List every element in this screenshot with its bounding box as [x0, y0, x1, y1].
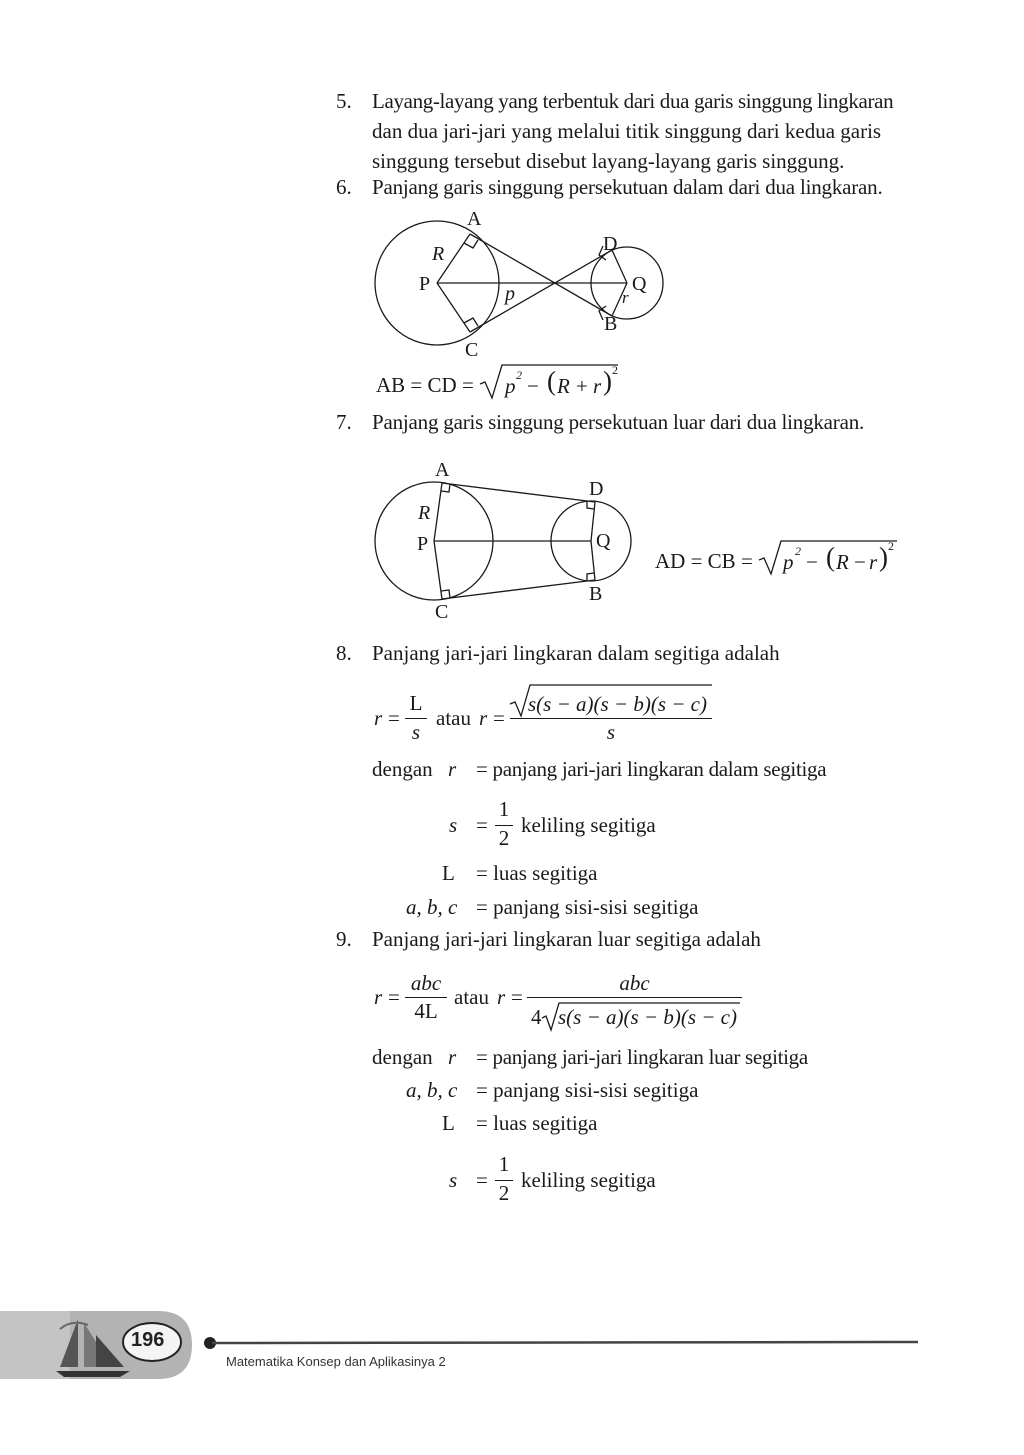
denominator-2: 2 [498, 1181, 510, 1205]
symbol-s: s [449, 1168, 458, 1192]
symbol-L: L [442, 1111, 455, 1135]
definition-L: = luas segitiga [476, 1111, 598, 1135]
symbol-r: r [448, 1045, 457, 1069]
item-5-line-1: Layang-layang yang terbentuk dari dua garis singgung lingkaran [372, 89, 894, 113]
denominator-4L: 4L [414, 999, 438, 1023]
equals-sign: = [476, 1168, 488, 1192]
equals-sign: = [388, 706, 400, 730]
label-Q: Q [632, 273, 647, 295]
fraction-bar [405, 718, 427, 719]
label-R: R [432, 243, 445, 265]
item-number: 5. [336, 89, 352, 113]
paren-open: ( [547, 366, 556, 396]
formula-lhs: AB = CD = [376, 373, 474, 397]
item-number: 9. [336, 927, 352, 951]
numerator-abc: abc [410, 971, 442, 995]
numerator-abc: abc [619, 971, 650, 995]
internal-tangent-diagram [0, 0, 1024, 420]
book-title: Matematika Konsep dan Aplikasinya 2 [226, 1354, 446, 1369]
formula-lhs: AD = CB = [655, 549, 753, 573]
var-r: r [479, 706, 488, 730]
minus-sign: − [806, 550, 818, 574]
word-atau: atau [454, 985, 489, 1009]
exp-2: 2 [795, 544, 801, 558]
item-number: 6. [336, 175, 352, 199]
var-r: r [869, 550, 878, 574]
denominator-heron: s(s − a)(s − b)(s − c) [558, 1005, 737, 1029]
label-D: D [589, 478, 604, 500]
label-C: C [435, 601, 449, 623]
denominator-s: s [411, 720, 421, 744]
label-B: B [589, 583, 603, 605]
definition-s: keliling segitiga [521, 813, 656, 837]
item-number: 8. [336, 641, 352, 665]
definition-r: = panjang jari-jari lingkaran luar segitiga [476, 1045, 808, 1069]
label-R: R [418, 502, 431, 524]
numerator-1: 1 [498, 1152, 510, 1176]
word-dengan: dengan [372, 757, 433, 781]
plus-sign: + [576, 374, 588, 398]
symbol-abc: a, b, c [406, 1078, 458, 1102]
item-9-text: Panjang jari-jari lingkaran luar segitiga adalah [372, 927, 761, 951]
symbol-abc: a, b, c [406, 895, 458, 919]
paren-close: ) [603, 366, 612, 396]
label-P: P [417, 533, 429, 555]
equals-sign: = [493, 706, 505, 730]
page-number: 196 [131, 1329, 165, 1351]
label-r: r [622, 288, 629, 307]
paren-open: ( [826, 542, 835, 572]
numerator-L: L [409, 691, 423, 715]
item-6-text: Panjang garis singgung persekutuan dalam dari dua lingkaran. [372, 175, 883, 199]
definition-abc: = panjang sisi-sisi segitiga [476, 895, 699, 919]
equals-sign: = [476, 813, 488, 837]
var-R: R [557, 374, 570, 398]
item-number: 7. [336, 410, 352, 434]
symbol-r: r [448, 757, 457, 781]
exp-2: 2 [516, 368, 522, 382]
external-tangent-diagram [0, 440, 1024, 630]
denominator-s: s [606, 720, 616, 744]
var-p: p [505, 374, 516, 398]
item-8-text: Panjang jari-jari lingkaran dalam segitiga adalah [372, 641, 780, 665]
numerator-1: 1 [498, 797, 510, 821]
exp-2: 2 [888, 539, 894, 553]
exp-2: 2 [612, 363, 618, 377]
var-r: r [374, 985, 383, 1009]
var-R: R [836, 550, 849, 574]
label-A: A [467, 208, 482, 230]
var-r: r [497, 985, 506, 1009]
label-A: A [435, 459, 450, 481]
label-C: C [465, 339, 479, 361]
definition-r: = panjang jari-jari lingkaran dalam segitiga [476, 757, 827, 781]
denominator-2: 2 [498, 826, 510, 850]
item-5-line-2: dan dua jari-jari yang melalui titik singgung dari kedua garis [372, 119, 882, 143]
minus-sign: − [527, 374, 539, 398]
label-B: B [604, 313, 618, 335]
equals-sign: = [388, 985, 400, 1009]
definition-s: keliling segitiga [521, 1168, 656, 1192]
numerator-heron: s(s − a)(s − b)(s − c) [528, 692, 707, 716]
minus-sign: − [854, 550, 866, 574]
word-atau: atau [436, 706, 471, 730]
var-r: r [593, 374, 602, 398]
item-5-line-3: singgung tersebut disebut layang-layang garis singgung. [372, 149, 845, 173]
word-dengan: dengan [372, 1045, 433, 1069]
var-r: r [374, 706, 383, 730]
item-7-text: Panjang garis singgung persekutuan luar dari dua lingkaran. [372, 410, 865, 434]
symbol-L: L [442, 861, 455, 885]
fraction-bar [510, 718, 712, 719]
label-p: p [505, 283, 515, 305]
label-D: D [603, 233, 618, 255]
label-Q: Q [596, 530, 611, 552]
fraction-bar [527, 997, 742, 998]
label-P: P [419, 273, 431, 295]
var-p: p [783, 550, 794, 574]
symbol-s: s [449, 813, 458, 837]
definition-L: = luas segitiga [476, 861, 598, 885]
definition-abc: = panjang sisi-sisi segitiga [476, 1078, 699, 1102]
coefficient-4: 4 [531, 1005, 542, 1029]
paren-close: ) [879, 542, 888, 572]
equals-sign: = [511, 985, 523, 1009]
fraction-bar [405, 997, 447, 998]
